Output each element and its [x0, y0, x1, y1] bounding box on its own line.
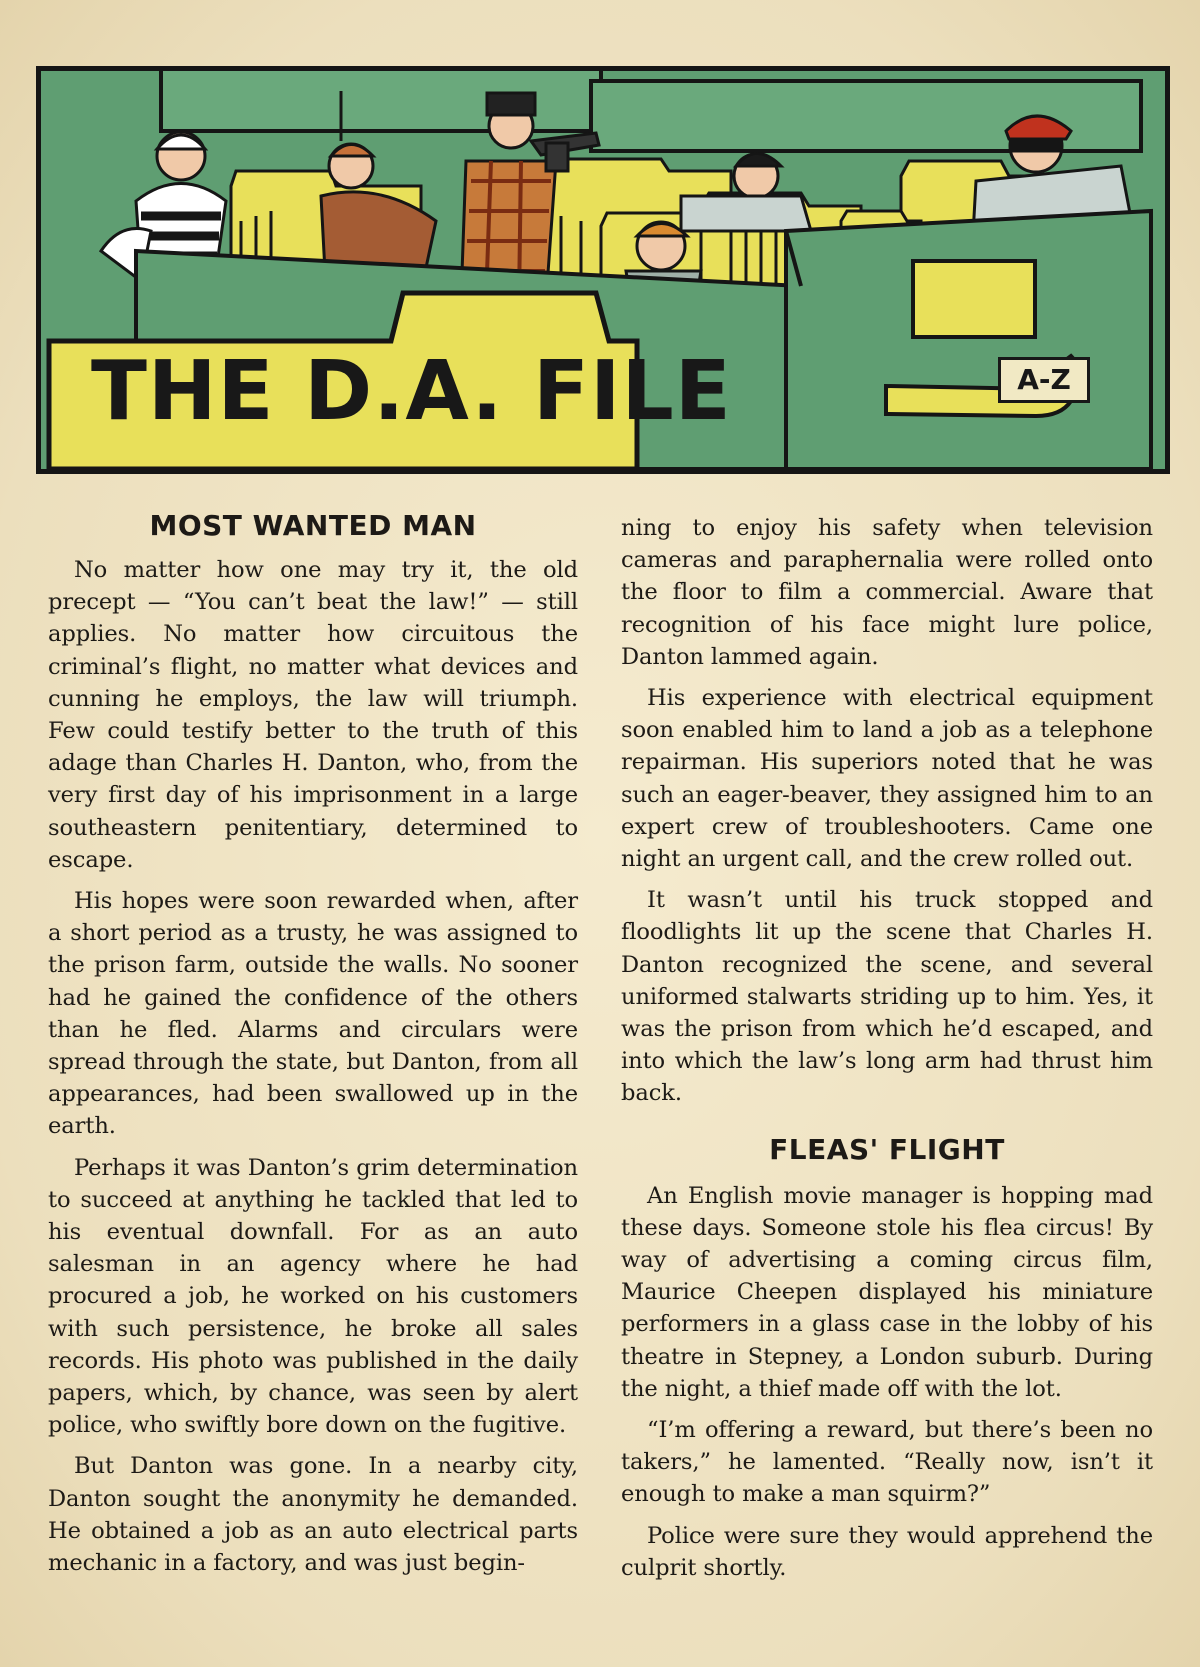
left-column [48, 508, 578, 1588]
banner-title: THE D.A. FILE [91, 344, 732, 439]
paragraph: But Danton was gone. In a nearby city, Danton sought the anonymity he demanded. He obtained a job as an auto electrical parts mechanic in a factory, and was just begin- [48, 1453, 578, 1577]
right-drawer [786, 211, 1151, 469]
banner-illustration [36, 66, 1170, 474]
drawer-label: A-Z [998, 357, 1090, 403]
paragraph: It wasn’t until his truck stopped and floodlights lit up the scene that Charles H. Danton recognized the scene, and several uniformed stalwarts striding up to him. Yes, it was the prison from which he’d escaped, and into which the law’s long arm had thrust him back. [621, 887, 1153, 1107]
paragraph-continuation: ning to enjoy his safety when television cameras and paraphernalia were rolled onto the floor to film a commercial. Aware that recognition of his face might lure police, Danton lammed again. [621, 515, 1153, 670]
paragraph: Perhaps it was Danton’s grim determination to succeed at anything he tackled that led to his eventual downfall. For as an auto salesman in an agency where he had procured a job, he worked on his customers with such persistence, he broke all sales records. His photo was published in the daily papers, which, by chance, was seen by alert police, who swiftly bore down on the fugitive. [48, 1154, 578, 1439]
paragraph: Police were sure they would apprehend the culprit shortly. [621, 1522, 1153, 1581]
paragraph: His hopes were soon rewarded when, after a short period as a trusty, he was assigned to the prison farm, outside the walls. No sooner had he gained the confidence of the others than he fled. Alarms and circulars were spread through the state, but Danton, from all appearances, had been swallowed up in the earth. [48, 888, 578, 1140]
right-column [621, 512, 1153, 1593]
paragraph: “I’m offering a reward, but there’s been no takers,” he lamented. “Really now, isn’t it enough to make a man squirm?” [621, 1417, 1153, 1508]
article-heading-fleas-flight: FLEAS' FLIGHT [769, 1132, 1005, 1166]
paragraph: An English movie manager is hopping mad these days. Someone stole his flea circus! By way of advertising a coming circus film, Maurice Cheepen displayed his miniature performers in a glass case in the lobby of his theatre in Stepney, a London suburb. During the night, a thief made off with the lot. [621, 1182, 1153, 1402]
paragraph: No matter how one may try it, the old precept — “You can’t beat the law!” — still applies. No matter how circuitous the criminal’s flight, no matter what devices and cunning he employs, the law will triumph. Few could testify better to the truth of this adage than Charles H. Danton, who, from the very first day of his imprisonment in a large southeastern penitentiary, determined to escape. [48, 557, 578, 873]
article-heading-most-wanted-man: MOST WANTED MAN [149, 509, 477, 542]
paragraph: His experience with electrical equipment soon enabled him to land a job as a telephone repairman. His superiors noted that he was such an eager-beaver, they assigned him to an expert crew of troubleshooters. Came one night an urgent call, and the crew rolled out. [621, 685, 1153, 873]
